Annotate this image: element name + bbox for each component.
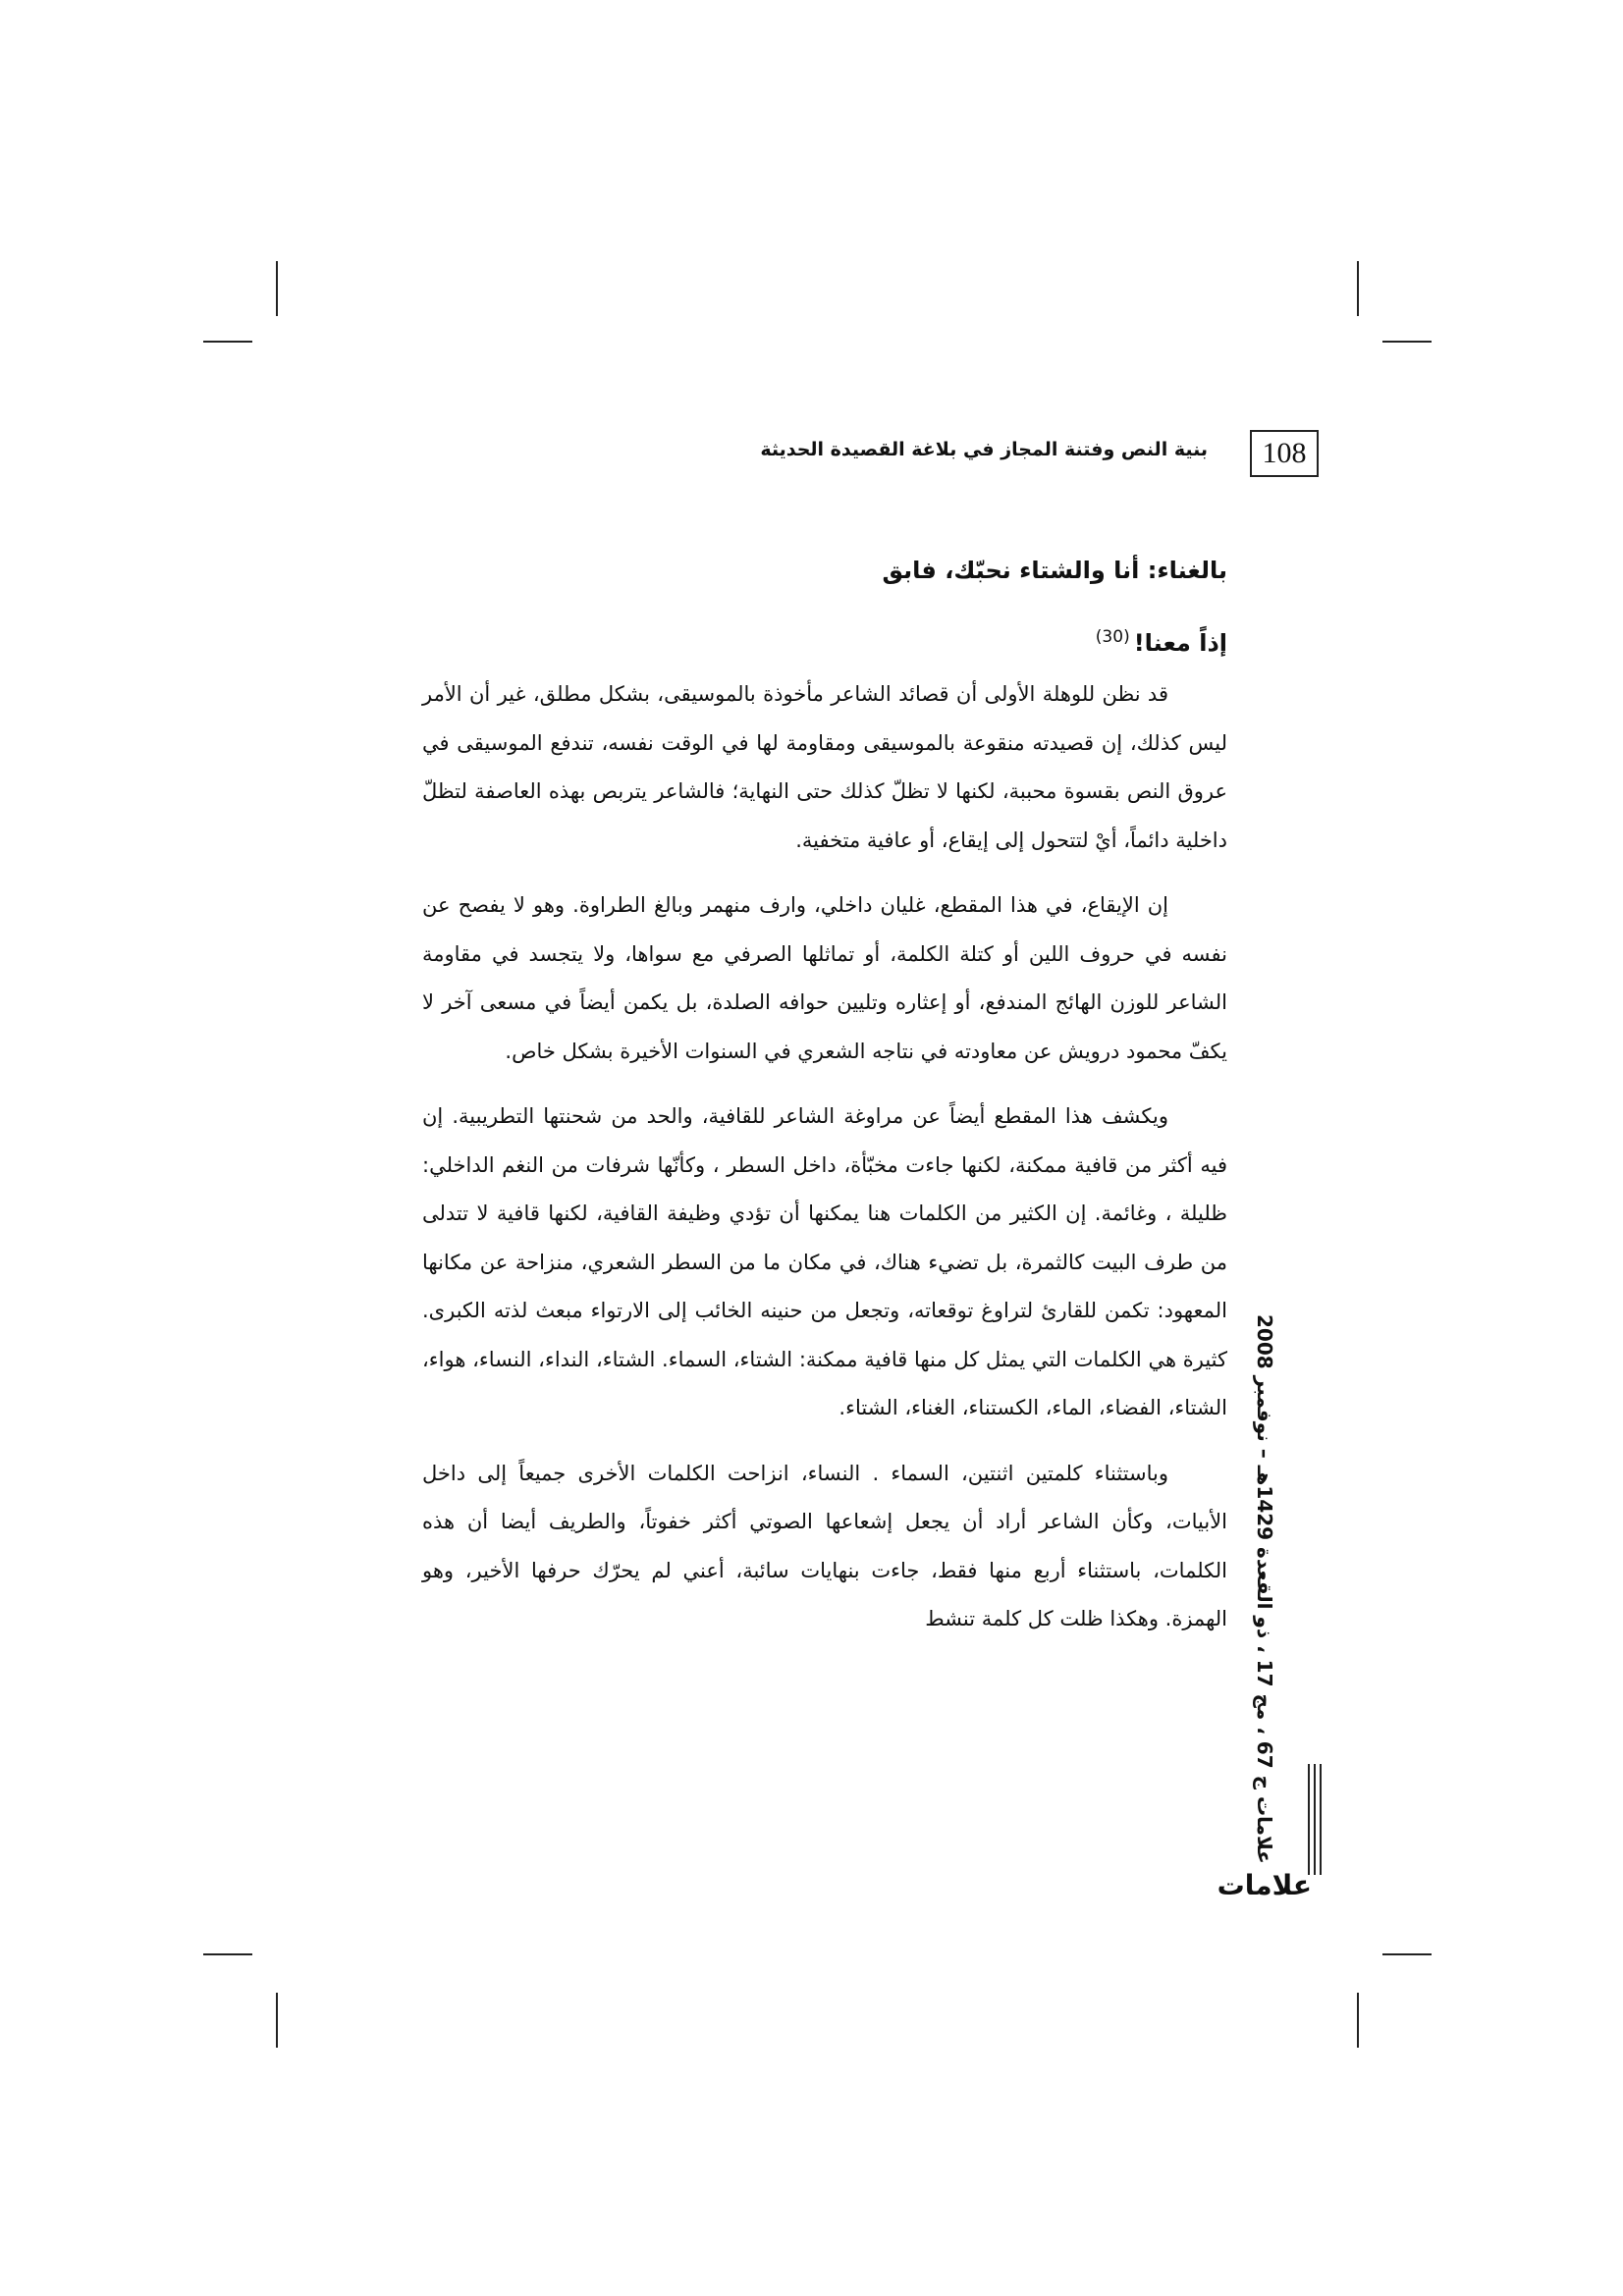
crop-mark-top-left-horizontal: [203, 341, 252, 343]
crop-mark-bottom-left-horizontal: [203, 1953, 252, 1955]
paragraph-1: قد نظن للوهلة الأولى أن قصائد الشاعر مأخوذة بالموسيقى، بشكل مطلق، غير أن الأمر ليس كذلك، إن قصيدته منقوعة بالموسيقى ومقاومة لها في الوقت نفسه، تندفع الموسيقى في عروق النص بقسوة محببة، لكنها لا تظلّ كذلك حتى النهاية؛ فالشاعر يتربص بهذه العاصفة لتظلّ داخلية دائماً، أيْ لتتحول إلى إيقاع، أو عافية متخفية.: [422, 682, 1227, 852]
paragraph-3: ويكشف هذا المقطع أيضاً عن مراوغة الشاعر للقافية، والحد من شحنتها التطريبية. إن فيه أكثر من قافية ممكنة، لكنها جاءت مخبّأة، داخل السطر ، وكأنّها شرفات من النغم الداخلي: ظليلة ، وغائمة. إن الكثير من الكلمات هنا يمكنها أن تؤدي وظيفة القافية، لكنها قافية لا تتدلى من طرف البيت كالثمرة، بل تضيء هناك، في مكان ما من السطر الشعري، منزاحة عن مكانها المعهود: تكمن للقارئ لتراوغ توقعاته، وتجعل من حنينه الخائب إلى الارتواء مبعث لذته الكبرى. كثيرة هي الكلمات التي يمثل كل منها قافية ممكنة: الشتاء، السماء. الشتاء، النداء، النساء، هواء، الشتاء، الفضاء، الماء، الكستناء، الغناء، الشتاء.: [422, 1104, 1227, 1419]
footnote-reference: (30): [1095, 627, 1130, 647]
journal-issue-info: علامات ج 67 ، مج 17 ، ذو القعدة 1429هـ – نوفمبر 2008: [1253, 1314, 1276, 1864]
crop-mark-top-left-vertical: [276, 261, 278, 316]
body-text: [422, 670, 1227, 1661]
crop-mark-bottom-right-horizontal: [1382, 1953, 1432, 1955]
verse-quote: [422, 537, 1227, 676]
paragraph-4: وباستثناء كلمتين اثنتين، السماء . النساء، انزاحت الكلمات الأخرى جميعاً إلى داخل الأبيات، وكأن الشاعر أراد أن يجعل إشعاعها الصوتي أكثر خفوتاً، والطريف أيضا أن هذه الكلمات، باستثناء أربع منها فقط، جاءت بنهايات سائبة، أعني لم يحرّك حرفها الأخير، وهو الهمزة. وهكذا ظلت كل كلمة تنشط: [422, 1461, 1227, 1630]
running-header-title: بنية النص وفتنة المجاز في بلاغة القصيدة الحديثة: [760, 439, 1208, 460]
page-number: 108: [1250, 430, 1319, 477]
sidebar-rule: [1308, 1764, 1310, 1875]
paragraph-2: إن الإيقاع، في هذا المقطع، غليان داخلي، وارف منهمر وبالغ الطراوة. وهو لا يفصح عن نفسه في حروف اللين أو كتلة الكلمة، أو تماثلها الصرفي مع سواها، ولا يتجسد في مقاومة الشاعر للوزن الهائج المندفع، أو إعثاره وتليين حوافه الصلدة، بل يكمن أيضاً في مسعى آخر لا يكفّ محمود درويش عن معاودته في نتاجه الشعري في السنوات الأخيرة بشكل خاص.: [422, 893, 1227, 1063]
crop-mark-top-right-horizontal: [1382, 341, 1432, 343]
verse-line-1: بالغناء: أنا والشتاء نحبّك، فابق: [882, 557, 1227, 584]
journal-logo: علامات: [1217, 1869, 1312, 1901]
crop-mark-top-right-vertical: [1357, 261, 1359, 316]
sidebar-rule: [1320, 1764, 1322, 1875]
crop-mark-bottom-right-vertical: [1357, 1993, 1359, 2048]
crop-mark-bottom-left-vertical: [276, 1993, 278, 2048]
verse-line-2: [422, 604, 1227, 676]
sidebar-rule: [1314, 1764, 1316, 1875]
verse-line-2-text: إذاً معنا!: [1133, 629, 1227, 657]
